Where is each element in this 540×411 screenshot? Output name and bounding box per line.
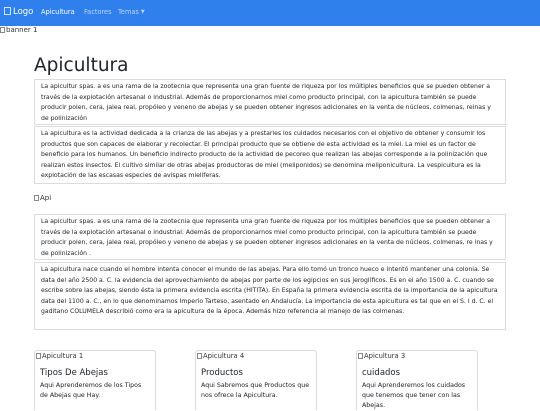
api-image-alt: Api bbox=[40, 194, 52, 202]
paragraph-3: La apicultur spas. a es una rama de la zootecnia que representa una gran fuente de riqueza por los múltiples beneficios que se pueden obtener a través de la explotación artesanal o industrial. Además de proporcionarnos miel como producto principal, con la apicultura también se puede producir polen, cera, jalea real, propóleo y veneno de abejas y se pueden obtener ingresos adicionales en la venta de núcleos, colmenas, re inas y de polinización . bbox=[41, 218, 493, 257]
service-image bbox=[197, 352, 244, 360]
service-text: Aqui Aprenderemos de los Tipos de Abejas que Hay. bbox=[40, 382, 142, 399]
broken-image-icon bbox=[36, 353, 41, 359]
service-title: Productos bbox=[201, 368, 243, 378]
service-card-tipos[interactable] bbox=[34, 350, 156, 410]
service-image-alt: Apicultura 3 bbox=[364, 352, 406, 360]
broken-image-icon bbox=[358, 353, 363, 359]
service-image bbox=[358, 352, 405, 360]
service-card-cuidados[interactable] bbox=[356, 350, 478, 410]
nav-link-factores[interactable]: Factores bbox=[84, 8, 112, 16]
page-title: Apicultura bbox=[34, 55, 129, 76]
nav-link-apicultura[interactable]: Apicultura bbox=[41, 8, 75, 16]
service-image bbox=[36, 352, 83, 360]
text-card bbox=[34, 262, 506, 330]
banner-image bbox=[0, 26, 37, 34]
banner-alt-text: banner 1 bbox=[6, 26, 38, 34]
broken-image-icon bbox=[197, 353, 202, 359]
broken-image-icon bbox=[34, 195, 39, 201]
service-image-alt: Apicultura 1 bbox=[42, 352, 84, 360]
paragraph-2: La apicultura es la actividad dedicada a la crianza de las abejas y a prestarles los cuidados necesarios con el objetivo de obtener y consumir los productos que son capaces de elaborar y recolectar. El principal producto que se obtiene de esta actividad es la miel. La miel es un factor de beneficio para los humanos. Un beneficio indirecto producto de la actividad de pecoreo que realizan las abejas corresponde a la polinización que realizan estos insectos. El cultivo similar de otras abejas productoras de miel (meliponidos) se denomina meliponicultura. La vespicultura es la explotación de las escasas especies de avispas mieliferas. bbox=[41, 130, 488, 180]
top-navbar bbox=[0, 0, 540, 26]
text-card bbox=[34, 214, 506, 260]
paragraph-4: La apicultura nace cuando el hombre intenta conocer el mundo de las abejas. Para ello tomó un tronco hueco e intentó mantener una colonia. Se data del año 2500 a. C. la evidencia del aprovechamiento de abejas por parte de los egipcios en sus jeroglíficos. Es en el año 1500 a. C. cuando se escribe sobre las abejas, siendo ésta la primera evidencia escrita (HITITA). En España la primera evidencia escrita de la importancia de la apicultura data del 1100 a. C., en lo que denominamos Imperio Tarteso, asentado en Andalucía. La importancia de esta apicultura es tal que en el S. I d. C. el gaditano COLUMELA describió como era la apicultura de la época. Además hizo referencia al manejo de las colmenas. bbox=[41, 266, 498, 316]
service-card-productos[interactable] bbox=[195, 350, 317, 410]
text-card bbox=[34, 79, 506, 125]
service-text: Aqui Aprenderemos los cuidados que tenemos que tener con las Abejas. bbox=[362, 382, 466, 409]
service-image-alt: Apicultura 4 bbox=[203, 352, 245, 360]
service-text: Aqui Sabremos que Productos que nos ofrece la Apicultura. bbox=[201, 382, 310, 399]
text-card bbox=[34, 126, 506, 184]
broken-image-icon bbox=[0, 27, 5, 33]
service-title: Tipos De Abejas bbox=[40, 368, 108, 378]
nav-dropdown-label: Temas bbox=[118, 8, 139, 16]
caret-down-icon: ▼ bbox=[140, 9, 145, 15]
nav-dropdown-temas[interactable] bbox=[118, 8, 145, 16]
paragraph-1: La apicultur spas. a es una rama de la zootecnia que representa una gran fuente de riqueza por los múltiples beneficios que se pueden obtener a través de la explotación artesanal o industrial. Además de proporcionarnos miel como producto principal, con la apicultura también se puede producir polen, cera, jalea real, propóleo y veneno de abejas y se pueden obtener ingresos adicionales en la venta de núcleos, colmenas, reinas y de polinización bbox=[41, 83, 491, 122]
service-title: cuidados bbox=[362, 368, 401, 378]
api-image bbox=[34, 194, 51, 202]
broken-image-icon bbox=[4, 7, 11, 15]
logo[interactable]: Logo bbox=[13, 7, 34, 17]
